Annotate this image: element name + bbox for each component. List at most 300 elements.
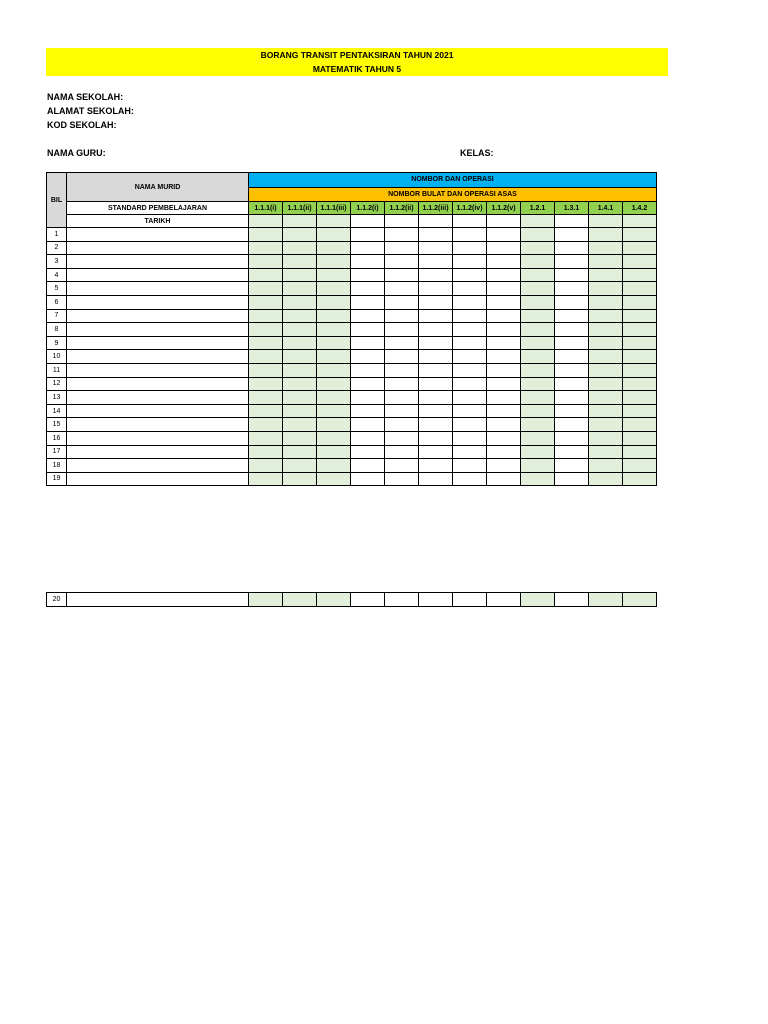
student-name-cell[interactable]	[67, 295, 249, 309]
assessment-cell[interactable]	[521, 472, 555, 486]
nama-sekolah-label: NAMA SEKOLAH:	[47, 92, 124, 102]
assessment-cell[interactable]	[623, 431, 657, 445]
assessment-cell[interactable]	[453, 445, 487, 459]
assessment-cell[interactable]	[521, 228, 555, 242]
tarikh-cell[interactable]	[555, 215, 589, 228]
assessment-cell[interactable]	[249, 593, 283, 607]
assessment-cell[interactable]	[385, 377, 419, 391]
assessment-cell[interactable]	[555, 377, 589, 391]
assessment-cell[interactable]	[589, 350, 623, 364]
assessment-cell[interactable]	[351, 472, 385, 486]
assessment-cell[interactable]	[385, 363, 419, 377]
assessment-cell[interactable]	[249, 459, 283, 473]
assessment-cell[interactable]	[419, 336, 453, 350]
assessment-cell[interactable]	[385, 593, 419, 607]
assessment-cell[interactable]	[283, 309, 317, 323]
assessment-cell[interactable]	[521, 241, 555, 255]
assessment-cell[interactable]	[521, 363, 555, 377]
assessment-cell[interactable]	[385, 268, 419, 282]
assessment-cell[interactable]	[283, 363, 317, 377]
assessment-cell[interactable]	[453, 363, 487, 377]
assessment-cell[interactable]	[487, 404, 521, 418]
student-name-cell[interactable]	[67, 431, 249, 445]
assessment-cell[interactable]	[521, 459, 555, 473]
assessment-cell[interactable]	[623, 459, 657, 473]
assessment-cell[interactable]	[487, 431, 521, 445]
tarikh-cell[interactable]	[521, 215, 555, 228]
assessment-cell[interactable]	[419, 228, 453, 242]
tarikh-cell[interactable]	[419, 215, 453, 228]
assessment-cell[interactable]	[555, 459, 589, 473]
assessment-cell[interactable]	[351, 268, 385, 282]
assessment-cell[interactable]	[521, 445, 555, 459]
assessment-cell[interactable]	[249, 431, 283, 445]
assessment-cell[interactable]	[453, 255, 487, 269]
assessment-cell[interactable]	[283, 241, 317, 255]
assessment-cell[interactable]	[453, 391, 487, 405]
assessment-cell[interactable]	[419, 459, 453, 473]
tarikh-cell[interactable]	[351, 215, 385, 228]
assessment-cell[interactable]	[487, 472, 521, 486]
alamat-sekolah-label: ALAMAT SEKOLAH:	[47, 106, 134, 116]
assessment-cell[interactable]	[351, 431, 385, 445]
assessment-cell[interactable]	[487, 336, 521, 350]
assessment-cell[interactable]	[283, 404, 317, 418]
assessment-cell[interactable]	[623, 295, 657, 309]
assessment-cell[interactable]	[283, 336, 317, 350]
assessment-cell[interactable]	[623, 350, 657, 364]
assessment-cell[interactable]	[521, 268, 555, 282]
row-number: 2	[47, 241, 67, 255]
assessment-cell[interactable]	[317, 418, 351, 432]
assessment-cell[interactable]	[249, 418, 283, 432]
assessment-cell[interactable]	[385, 228, 419, 242]
assessment-cell[interactable]	[555, 255, 589, 269]
assessment-cell[interactable]	[283, 391, 317, 405]
assessment-cell[interactable]	[283, 418, 317, 432]
assessment-cell[interactable]	[623, 363, 657, 377]
assessment-cell[interactable]	[249, 363, 283, 377]
assessment-cell[interactable]	[623, 593, 657, 607]
form-title: BORANG TRANSIT PENTAKSIRAN TAHUN 2021	[260, 50, 454, 60]
tarikh-cell[interactable]	[249, 215, 283, 228]
assessment-cell[interactable]	[623, 228, 657, 242]
assessment-cell[interactable]	[419, 241, 453, 255]
standard-header: 1.1.2(iv)	[453, 202, 487, 215]
row-number: 6	[47, 295, 67, 309]
assessment-cell[interactable]	[623, 323, 657, 337]
assessment-cell[interactable]	[283, 228, 317, 242]
assessment-cell[interactable]	[623, 377, 657, 391]
student-name-cell[interactable]	[67, 418, 249, 432]
assessment-cell[interactable]	[487, 255, 521, 269]
assessment-cell[interactable]	[385, 431, 419, 445]
assessment-cell[interactable]	[249, 391, 283, 405]
assessment-cell[interactable]	[555, 350, 589, 364]
assessment-cell[interactable]	[283, 472, 317, 486]
assessment-cell[interactable]	[555, 445, 589, 459]
assessment-cell[interactable]	[317, 459, 351, 473]
student-name-cell[interactable]	[67, 459, 249, 473]
assessment-cell[interactable]	[589, 241, 623, 255]
assessment-table-continued	[46, 592, 657, 607]
assessment-cell[interactable]	[487, 323, 521, 337]
assessment-cell[interactable]	[555, 418, 589, 432]
assessment-cell[interactable]	[555, 241, 589, 255]
assessment-cell[interactable]	[249, 377, 283, 391]
assessment-cell[interactable]	[419, 404, 453, 418]
student-row	[47, 350, 657, 364]
assessment-cell[interactable]	[317, 377, 351, 391]
assessment-cell[interactable]	[453, 241, 487, 255]
assessment-cell[interactable]	[589, 295, 623, 309]
assessment-cell[interactable]	[589, 472, 623, 486]
assessment-cell[interactable]	[419, 268, 453, 282]
assessment-cell[interactable]	[623, 268, 657, 282]
assessment-cell[interactable]	[317, 350, 351, 364]
student-name-cell[interactable]	[67, 593, 249, 607]
assessment-cell[interactable]	[487, 282, 521, 296]
bidang-header: NOMBOR DAN OPERASI	[249, 173, 657, 188]
assessment-cell[interactable]	[521, 295, 555, 309]
assessment-cell[interactable]	[521, 336, 555, 350]
tarikh-cell[interactable]	[317, 215, 351, 228]
student-name-cell[interactable]	[67, 363, 249, 377]
assessment-cell[interactable]	[283, 255, 317, 269]
student-name-cell[interactable]	[67, 472, 249, 486]
tarikh-cell[interactable]	[623, 215, 657, 228]
assessment-cell[interactable]	[555, 268, 589, 282]
assessment-cell[interactable]	[453, 323, 487, 337]
assessment-cell[interactable]	[419, 309, 453, 323]
assessment-cell[interactable]	[317, 445, 351, 459]
assessment-cell[interactable]	[623, 255, 657, 269]
assessment-cell[interactable]	[351, 593, 385, 607]
assessment-cell[interactable]	[487, 309, 521, 323]
assessment-cell[interactable]	[351, 309, 385, 323]
assessment-cell[interactable]	[487, 241, 521, 255]
assessment-cell[interactable]	[487, 593, 521, 607]
student-name-cell[interactable]	[67, 323, 249, 337]
assessment-cell[interactable]	[317, 431, 351, 445]
assessment-cell[interactable]	[249, 350, 283, 364]
assessment-cell[interactable]	[521, 391, 555, 405]
assessment-cell[interactable]	[623, 282, 657, 296]
assessment-cell[interactable]	[555, 323, 589, 337]
assessment-cell[interactable]	[283, 459, 317, 473]
assessment-cell[interactable]	[317, 323, 351, 337]
assessment-cell[interactable]	[385, 323, 419, 337]
assessment-cell[interactable]	[385, 418, 419, 432]
assessment-cell[interactable]	[487, 445, 521, 459]
assessment-cell[interactable]	[589, 268, 623, 282]
tarikh-cell[interactable]	[487, 215, 521, 228]
assessment-cell[interactable]	[385, 445, 419, 459]
assessment-cell[interactable]	[521, 309, 555, 323]
assessment-cell[interactable]	[453, 431, 487, 445]
assessment-cell[interactable]	[317, 472, 351, 486]
assessment-cell[interactable]	[555, 404, 589, 418]
student-row	[47, 472, 657, 486]
assessment-cell[interactable]	[283, 323, 317, 337]
assessment-cell[interactable]	[249, 295, 283, 309]
assessment-cell[interactable]	[623, 309, 657, 323]
assessment-cell[interactable]	[283, 431, 317, 445]
assessment-cell[interactable]	[317, 255, 351, 269]
assessment-cell[interactable]	[249, 323, 283, 337]
assessment-cell[interactable]	[555, 336, 589, 350]
assessment-cell[interactable]	[453, 593, 487, 607]
assessment-cell[interactable]	[521, 418, 555, 432]
student-name-cell[interactable]	[67, 255, 249, 269]
standard-pembelajaran-label: STANDARD PEMBELAJARAN	[67, 202, 249, 215]
assessment-cell[interactable]	[351, 336, 385, 350]
assessment-cell[interactable]	[351, 377, 385, 391]
student-name-cell[interactable]	[67, 445, 249, 459]
assessment-cell[interactable]	[453, 472, 487, 486]
student-name-cell[interactable]	[67, 282, 249, 296]
row-number: 16	[47, 431, 67, 445]
assessment-cell[interactable]	[419, 445, 453, 459]
student-row	[47, 363, 657, 377]
assessment-cell[interactable]	[521, 404, 555, 418]
assessment-cell[interactable]	[385, 295, 419, 309]
assessment-cell[interactable]	[589, 418, 623, 432]
assessment-cell[interactable]	[521, 431, 555, 445]
assessment-cell[interactable]	[521, 593, 555, 607]
assessment-cell[interactable]	[487, 391, 521, 405]
row-number: 10	[47, 350, 67, 364]
assessment-cell[interactable]	[623, 445, 657, 459]
assessment-cell[interactable]	[589, 363, 623, 377]
assessment-cell[interactable]	[555, 431, 589, 445]
assessment-cell[interactable]	[521, 350, 555, 364]
assessment-cell[interactable]	[555, 391, 589, 405]
assessment-cell[interactable]	[283, 445, 317, 459]
assessment-cell[interactable]	[453, 336, 487, 350]
assessment-cell[interactable]	[555, 593, 589, 607]
assessment-cell[interactable]	[283, 268, 317, 282]
nama-murid-header: NAMA MURID	[67, 173, 249, 202]
assessment-cell[interactable]	[351, 295, 385, 309]
assessment-cell[interactable]	[317, 295, 351, 309]
assessment-cell[interactable]	[453, 295, 487, 309]
assessment-cell[interactable]	[453, 282, 487, 296]
assessment-cell[interactable]	[317, 241, 351, 255]
assessment-cell[interactable]	[419, 377, 453, 391]
assessment-cell[interactable]	[385, 404, 419, 418]
student-name-cell[interactable]	[67, 309, 249, 323]
assessment-cell[interactable]	[249, 268, 283, 282]
assessment-cell[interactable]	[249, 228, 283, 242]
assessment-cell[interactable]	[385, 472, 419, 486]
assessment-cell[interactable]	[351, 391, 385, 405]
assessment-cell[interactable]	[249, 472, 283, 486]
assessment-cell[interactable]	[453, 268, 487, 282]
student-name-cell[interactable]	[67, 228, 249, 242]
assessment-cell[interactable]	[419, 472, 453, 486]
assessment-cell[interactable]	[351, 404, 385, 418]
assessment-cell[interactable]	[623, 241, 657, 255]
assessment-cell[interactable]	[317, 404, 351, 418]
assessment-cell[interactable]	[487, 295, 521, 309]
nama-guru-label: NAMA GURU:	[47, 148, 106, 158]
assessment-cell[interactable]	[351, 228, 385, 242]
assessment-cell[interactable]	[317, 363, 351, 377]
assessment-cell[interactable]	[453, 377, 487, 391]
assessment-cell[interactable]	[589, 255, 623, 269]
assessment-cell[interactable]	[589, 323, 623, 337]
assessment-cell[interactable]	[351, 445, 385, 459]
assessment-cell[interactable]	[521, 377, 555, 391]
assessment-cell[interactable]	[351, 350, 385, 364]
assessment-cell[interactable]	[419, 593, 453, 607]
assessment-cell[interactable]	[555, 295, 589, 309]
assessment-cell[interactable]	[385, 336, 419, 350]
assessment-cell[interactable]	[623, 391, 657, 405]
assessment-cell[interactable]	[351, 363, 385, 377]
assessment-cell[interactable]	[589, 309, 623, 323]
assessment-cell[interactable]	[589, 228, 623, 242]
student-name-cell[interactable]	[67, 336, 249, 350]
student-row	[47, 241, 657, 255]
assessment-cell[interactable]	[521, 323, 555, 337]
assessment-cell[interactable]	[589, 377, 623, 391]
row-number: 4	[47, 268, 67, 282]
assessment-cell[interactable]	[487, 268, 521, 282]
assessment-cell[interactable]	[453, 309, 487, 323]
assessment-cell[interactable]	[521, 282, 555, 296]
assessment-cell[interactable]	[249, 336, 283, 350]
student-name-cell[interactable]	[67, 391, 249, 405]
assessment-cell[interactable]	[385, 282, 419, 296]
assessment-cell[interactable]	[589, 282, 623, 296]
assessment-cell[interactable]	[589, 391, 623, 405]
assessment-cell[interactable]	[351, 255, 385, 269]
student-name-cell[interactable]	[67, 241, 249, 255]
student-name-cell[interactable]	[67, 377, 249, 391]
assessment-cell[interactable]	[351, 241, 385, 255]
assessment-cell[interactable]	[283, 282, 317, 296]
kod-sekolah-label: KOD SEKOLAH:	[47, 120, 117, 130]
student-row	[47, 459, 657, 473]
assessment-cell[interactable]	[351, 418, 385, 432]
assessment-cell[interactable]	[249, 282, 283, 296]
assessment-cell[interactable]	[351, 323, 385, 337]
assessment-cell[interactable]	[589, 336, 623, 350]
assessment-cell[interactable]	[351, 459, 385, 473]
student-name-cell[interactable]	[67, 404, 249, 418]
assessment-cell[interactable]	[283, 295, 317, 309]
assessment-cell[interactable]	[555, 228, 589, 242]
standard-header: 1.3.1	[555, 202, 589, 215]
student-row	[47, 593, 657, 607]
assessment-cell[interactable]	[385, 391, 419, 405]
assessment-cell[interactable]	[385, 309, 419, 323]
assessment-cell[interactable]	[487, 350, 521, 364]
assessment-cell[interactable]	[623, 336, 657, 350]
assessment-cell[interactable]	[283, 350, 317, 364]
tarikh-cell[interactable]	[589, 215, 623, 228]
assessment-cell[interactable]	[317, 268, 351, 282]
assessment-cell[interactable]	[453, 350, 487, 364]
assessment-cell[interactable]	[317, 593, 351, 607]
assessment-cell[interactable]	[419, 350, 453, 364]
student-name-cell[interactable]	[67, 350, 249, 364]
tarikh-cell[interactable]	[283, 215, 317, 228]
assessment-cell[interactable]	[419, 295, 453, 309]
tarikh-cell[interactable]	[453, 215, 487, 228]
standard-header: 1.1.2(ii)	[385, 202, 419, 215]
assessment-cell[interactable]	[249, 241, 283, 255]
assessment-cell[interactable]	[249, 309, 283, 323]
assessment-cell[interactable]	[419, 255, 453, 269]
assessment-cell[interactable]	[589, 593, 623, 607]
assessment-cell[interactable]	[385, 459, 419, 473]
row-number: 3	[47, 255, 67, 269]
assessment-cell[interactable]	[453, 418, 487, 432]
assessment-cell[interactable]	[317, 228, 351, 242]
assessment-cell[interactable]	[589, 445, 623, 459]
assessment-cell[interactable]	[317, 391, 351, 405]
assessment-cell[interactable]	[487, 363, 521, 377]
assessment-cell[interactable]	[419, 363, 453, 377]
assessment-cell[interactable]	[521, 255, 555, 269]
assessment-cell[interactable]	[419, 391, 453, 405]
tarikh-cell[interactable]	[385, 215, 419, 228]
assessment-cell[interactable]	[453, 404, 487, 418]
assessment-cell[interactable]	[589, 459, 623, 473]
assessment-cell[interactable]	[317, 336, 351, 350]
assessment-cell[interactable]	[555, 309, 589, 323]
assessment-cell[interactable]	[453, 228, 487, 242]
assessment-cell[interactable]	[317, 282, 351, 296]
assessment-cell[interactable]	[283, 377, 317, 391]
assessment-cell[interactable]	[555, 363, 589, 377]
assessment-cell[interactable]	[419, 431, 453, 445]
assessment-cell[interactable]	[623, 418, 657, 432]
assessment-cell[interactable]	[419, 282, 453, 296]
assessment-cell[interactable]	[555, 282, 589, 296]
assessment-cell[interactable]	[249, 255, 283, 269]
assessment-cell[interactable]	[249, 404, 283, 418]
assessment-cell[interactable]	[555, 472, 589, 486]
assessment-cell[interactable]	[351, 282, 385, 296]
assessment-cell[interactable]	[487, 377, 521, 391]
row-number: 7	[47, 309, 67, 323]
assessment-cell[interactable]	[419, 418, 453, 432]
student-row	[47, 391, 657, 405]
assessment-cell[interactable]	[487, 418, 521, 432]
assessment-cell[interactable]	[385, 241, 419, 255]
assessment-cell[interactable]	[589, 431, 623, 445]
assessment-cell[interactable]	[623, 472, 657, 486]
assessment-cell[interactable]	[589, 404, 623, 418]
assessment-cell[interactable]	[623, 404, 657, 418]
assessment-cell[interactable]	[249, 445, 283, 459]
assessment-cell[interactable]	[453, 459, 487, 473]
assessment-cell[interactable]	[487, 459, 521, 473]
assessment-cell[interactable]	[317, 309, 351, 323]
student-name-cell[interactable]	[67, 268, 249, 282]
student-row	[47, 268, 657, 282]
assessment-cell[interactable]	[385, 255, 419, 269]
assessment-cell[interactable]	[283, 593, 317, 607]
student-row	[47, 404, 657, 418]
assessment-cell[interactable]	[385, 350, 419, 364]
assessment-cell[interactable]	[487, 228, 521, 242]
assessment-cell[interactable]	[419, 323, 453, 337]
